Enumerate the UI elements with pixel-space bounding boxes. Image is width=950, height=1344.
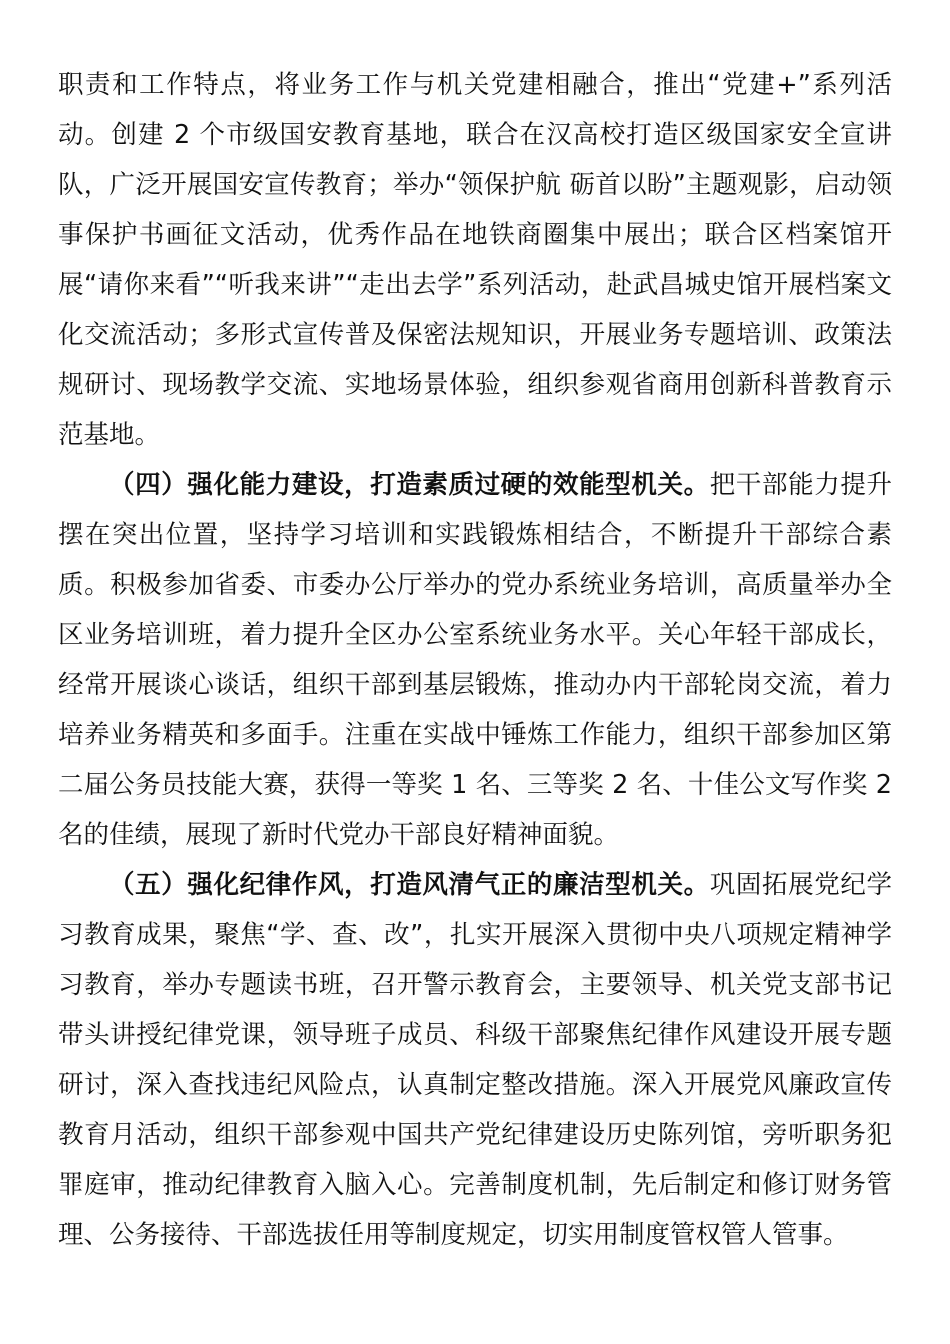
section-discipline-style: [58, 860, 892, 1260]
section-capacity-building-body: 把干部能力提升摆在突出位置，坚持学习培训和实践锻炼相结合，不断提升干部综合素质。积极参加省委、市委办公厅举办的党办系统业务培训，高质量举办全区业务培训班，着力提升全区办公室系统业务水平。关心年轻干部成长，经常开展谈心谈话，组织干部到基层锻炼，推动办内干部轮岗交流，着力培养业务精英和多面手。注重在实战中锤炼工作能力，组织干部参加区第二届公务员技能大赛，获得一等奖 1 名、三等奖 2 名、十佳公文写作奖 2 名的佳绩，展现了新时代党办干部良好精神面貌。: [58, 470, 892, 850]
section-capacity-building: [58, 460, 892, 860]
document-page: [58, 60, 892, 1260]
section-discipline-style-body: 巩固拓展党纪学习教育成果，聚焦“学、查、改”，扎实开展深入贯彻中央八项规定精神学习教育，举办专题读书班，召开警示教育会，主要领导、机关党支部书记带头讲授纪律党课，领导班子成员、科级干部聚焦纪律作风建设开展专题研讨，深入查找违纪风险点，认真制定整改措施。深入开展党风廉政宣传教育月活动，组织干部参观中国共产党纪律建设历史陈列馆，旁听职务犯罪庭审，推动纪律教育入脑入心。完善制度机制，先后制定和修订财务管理、公务接待、干部选拔任用等制度规定，切实用制度管权管人管事。: [58, 870, 892, 1250]
paragraph-party-building-activities: 职责和工作特点，将业务工作与机关党建相融合，推出“党建+”系列活动。创建 2 个市级国安教育基地，联合在汉高校打造区级国家安全宣讲队，广泛开展国安宣传教育；举办“领保护航 砺首以盼”主题观影，启动领事保护书画征文活动，优秀作品在地铁商圈集中展出；联合区档案馆开展“请你来看”“听我来讲”“走出去学”系列活动，赴武昌城史馆开展档案文化交流活动；多形式宣传普及保密法规知识，开展业务专题培训、政策法规研讨、现场教学交流、实地场景体验，组织参观省商用创新科普教育示范基地。: [58, 70, 892, 450]
section-capacity-building-heading: （四）强化能力建设，打造素质过硬的效能型机关。: [109, 470, 710, 500]
section-discipline-style-heading: （五）强化纪律作风，打造风清气正的廉洁型机关。: [109, 870, 710, 900]
